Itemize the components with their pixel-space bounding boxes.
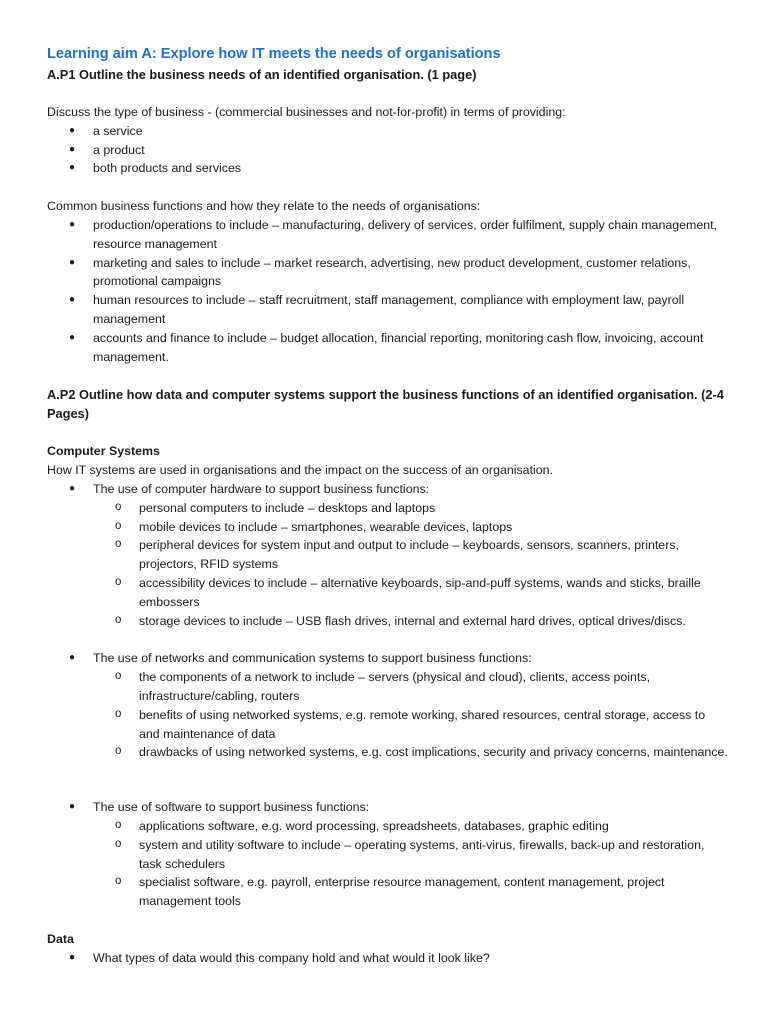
list-item: o peripheral devices for system input and output to include – keyboards, sensors, scanners, printers, projectors, RFID systems — [47, 536, 728, 574]
list-item: ● a product — [47, 141, 728, 160]
hardware-label: ● The use of computer hardware to support business functions: — [47, 480, 728, 499]
functions-intro: Common business functions and how they relate to the needs of organisations: — [47, 199, 481, 214]
computer-systems-title: Computer Systems — [47, 444, 160, 459]
list-item: o the components of a network to include – servers (physical and cloud), clients, access points, infrastructure/cabling, routers — [47, 668, 728, 706]
business-functions-list — [47, 216, 728, 366]
ap2-heading: A.P2 Outline how data and computer systems support the business functions of an identified organisation. (2-4 Pages) — [47, 387, 724, 422]
ap1-heading: A.P1 Outline the business needs of an identified organisation. (1 page) — [47, 67, 477, 82]
list-item: ● accounts and finance to include – budget allocation, financial reporting, monitoring cash flow, invoicing, account management. — [47, 329, 728, 367]
list-item: o mobile devices to include – smartphones, wearable devices, laptops — [47, 518, 728, 537]
list-item: o accessibility devices to include – alternative keyboards, sip-and-puff systems, wands and sticks, braille embossers — [47, 574, 728, 612]
networks-label: ● The use of networks and communication systems to support business functions: — [47, 649, 728, 668]
list-item: ● marketing and sales to include – market research, advertising, new product development, customer relations, promotional campaigns — [47, 254, 728, 292]
list-item: ● both products and services — [47, 159, 728, 178]
list-item: o applications software, e.g. word processing, spreadsheets, databases, graphic editing — [47, 817, 728, 836]
computer-systems-intro: How IT systems are used in organisations and the impact on the success of an organisation. — [47, 463, 553, 478]
list-item: ● human resources to include – staff recruitment, staff management, compliance with employment law, payroll management — [47, 291, 728, 329]
list-item: o benefits of using networked systems, e.g. remote working, shared resources, central storage, access to and maintenance of data — [47, 706, 728, 744]
list-item: o system and utility software to include – operating systems, anti-virus, firewalls, back-up and restoration, task schedulers — [47, 836, 728, 874]
software-label: ● The use of software to support business functions: — [47, 798, 728, 817]
data-title: Data — [47, 931, 74, 946]
list-item: o specialist software, e.g. payroll, enterprise resource management, content management, project management tools — [47, 873, 728, 911]
ap1-intro: Discuss the type of business - (commercial businesses and not-for-profit) in terms of providing: — [47, 105, 566, 119]
list-item: o storage devices to include – USB flash drives, internal and external hard drives, optical drives/discs. — [47, 612, 728, 631]
page-title: Learning aim A: Explore how IT meets the needs of organisations — [47, 46, 501, 62]
data-list — [47, 949, 728, 968]
software-list — [47, 798, 728, 911]
list-item: ● What types of data would this company hold and what would it look like? — [47, 949, 728, 968]
list-item: ● a service — [47, 122, 728, 141]
networks-list — [47, 649, 728, 762]
list-item: o personal computers to include – desktops and laptops — [47, 499, 728, 518]
computer-systems-list — [47, 480, 728, 630]
list-item: ● production/operations to include – manufacturing, delivery of services, order fulfilment, supply chain management, resource management — [47, 216, 728, 254]
list-item: o drawbacks of using networked systems, e.g. cost implications, security and privacy concerns, maintenance. — [47, 743, 728, 762]
business-type-list — [47, 122, 728, 178]
